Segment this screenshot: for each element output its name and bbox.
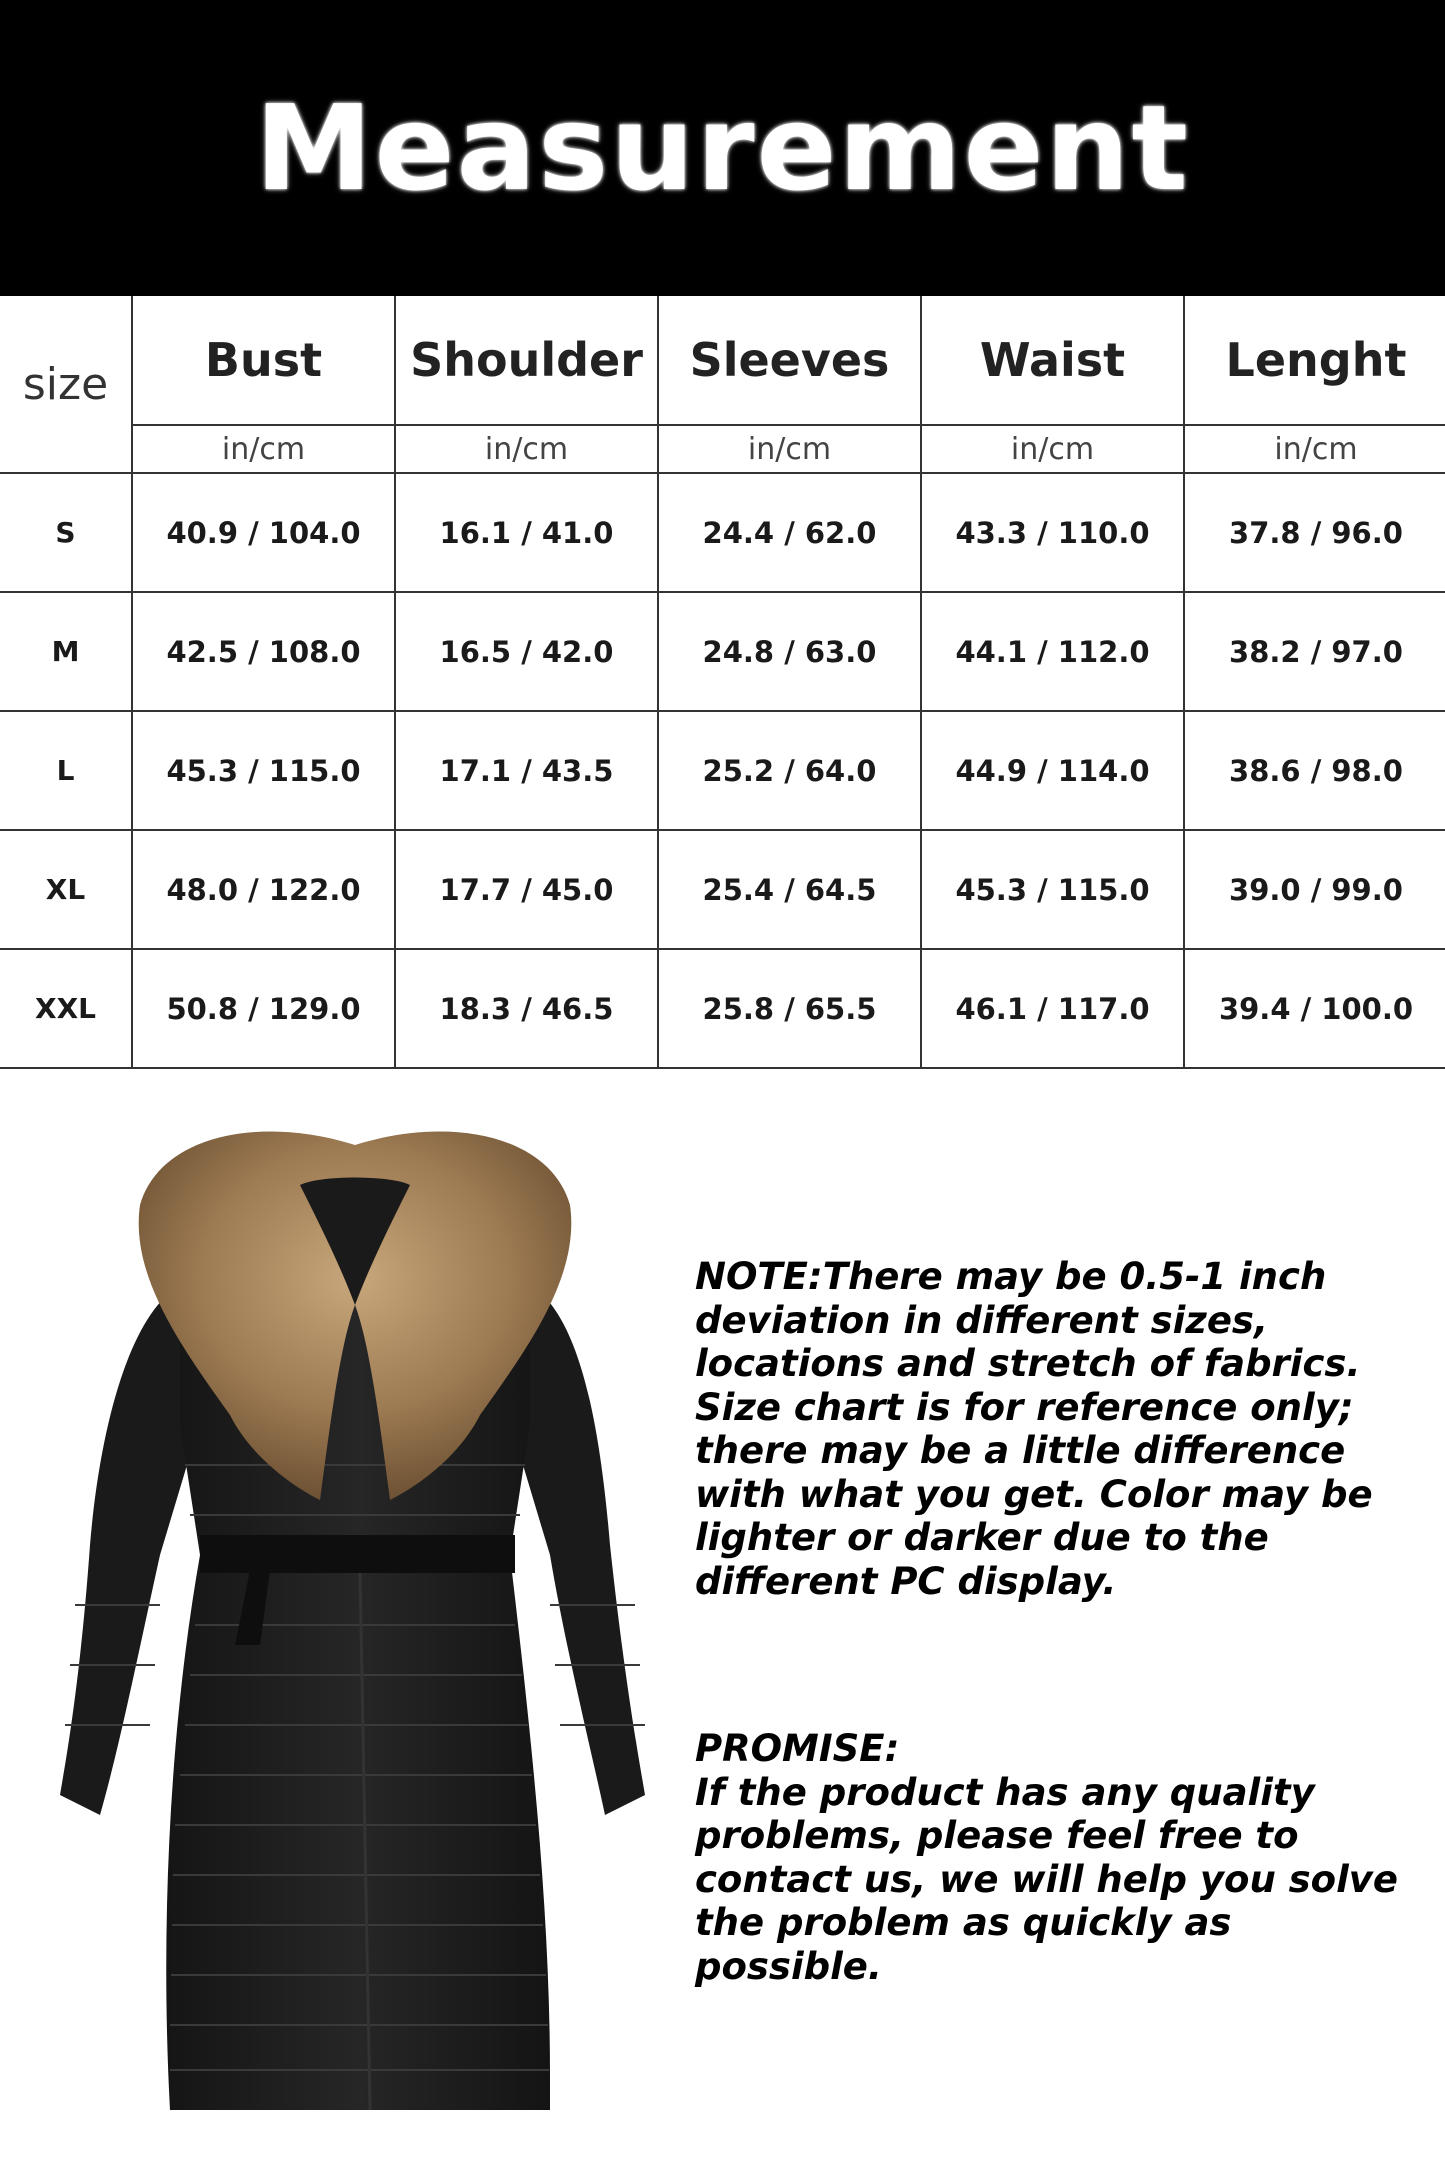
table-row	[0, 830, 1445, 949]
page-title: Measurement	[255, 79, 1190, 217]
table-cell: 25.4 / 64.5	[658, 830, 921, 949]
table-cell: 25.2 / 64.0	[658, 711, 921, 830]
table-cell: 16.5 / 42.0	[395, 592, 658, 711]
table-cell: 24.8 / 63.0	[658, 592, 921, 711]
size-cell: XXL	[0, 949, 132, 1068]
unit-label: in/cm	[395, 425, 658, 473]
table-row	[0, 949, 1445, 1068]
column-header-sleeves: Sleeves	[658, 296, 921, 425]
column-header-bust: Bust	[132, 296, 395, 425]
table-cell: 44.9 / 114.0	[921, 711, 1184, 830]
column-header-waist: Waist	[921, 296, 1184, 425]
table-cell: 17.7 / 45.0	[395, 830, 658, 949]
unit-label: in/cm	[921, 425, 1184, 473]
header-row	[0, 296, 1445, 425]
notes-panel	[695, 1255, 1415, 1988]
size-column-header: size	[0, 296, 132, 473]
table-cell: 24.4 / 62.0	[658, 473, 921, 592]
table-cell: 45.3 / 115.0	[132, 711, 395, 830]
table-cell: 50.8 / 129.0	[132, 949, 395, 1068]
coat-illustration	[60, 1125, 650, 2125]
unit-row	[0, 425, 1445, 473]
unit-label: in/cm	[132, 425, 395, 473]
column-header-shoulder: Shoulder	[395, 296, 658, 425]
title-banner	[0, 0, 1445, 296]
table-cell: 44.1 / 112.0	[921, 592, 1184, 711]
size-note: NOTE:There may be 0.5-1 inch deviation in different sizes, locations and stretch of fabrics. Size chart is for reference only; there may be a little difference with what you get. Color may be lighter or darker due to the different PC display.	[695, 1255, 1373, 1603]
table-row	[0, 592, 1445, 711]
table-cell: 43.3 / 110.0	[921, 473, 1184, 592]
table-cell: 40.9 / 104.0	[132, 473, 395, 592]
table-cell: 39.0 / 99.0	[1184, 830, 1445, 949]
unit-label: in/cm	[1184, 425, 1445, 473]
size-cell: L	[0, 711, 132, 830]
table-cell: 18.3 / 46.5	[395, 949, 658, 1068]
table-cell: 39.4 / 100.0	[1184, 949, 1445, 1068]
table-cell: 17.1 / 43.5	[395, 711, 658, 830]
product-image	[60, 1125, 650, 2125]
table-cell: 25.8 / 65.5	[658, 949, 921, 1068]
table-cell: 42.5 / 108.0	[132, 592, 395, 711]
table-cell: 37.8 / 96.0	[1184, 473, 1445, 592]
size-cell: XL	[0, 830, 132, 949]
unit-label: in/cm	[658, 425, 921, 473]
size-cell: M	[0, 592, 132, 711]
table-cell: 48.0 / 122.0	[132, 830, 395, 949]
table-row	[0, 473, 1445, 592]
size-chart-table	[0, 296, 1445, 1069]
table-cell: 16.1 / 41.0	[395, 473, 658, 592]
table-cell: 45.3 / 115.0	[921, 830, 1184, 949]
table-row	[0, 711, 1445, 830]
promise-title: PROMISE:	[695, 1727, 900, 1770]
promise-text: If the product has any quality problems, please feel free to contact us, we will help you solve the problem as quickly as possible.	[695, 1770, 1398, 1988]
column-header-length: Lenght	[1184, 296, 1445, 425]
table-cell: 38.2 / 97.0	[1184, 592, 1445, 711]
table-cell: 38.6 / 98.0	[1184, 711, 1445, 830]
table-cell: 46.1 / 117.0	[921, 949, 1184, 1068]
size-cell: S	[0, 473, 132, 592]
